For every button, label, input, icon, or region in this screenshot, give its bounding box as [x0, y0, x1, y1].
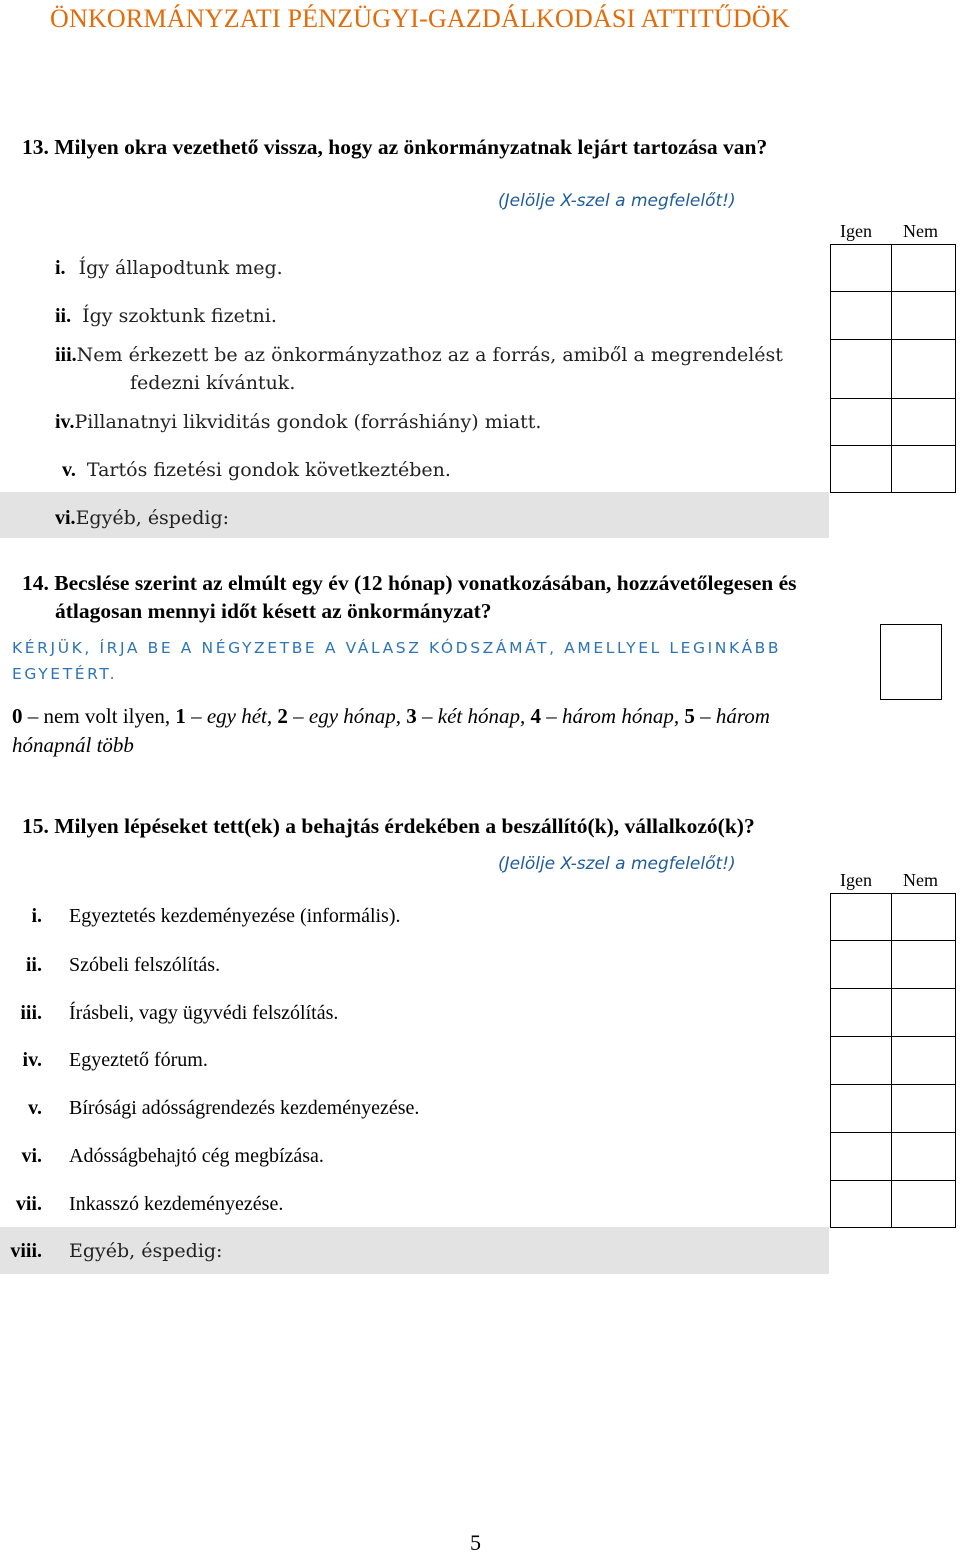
q15-option-number: viii.: [10, 1240, 42, 1262]
page-number: 5: [470, 1530, 481, 1555]
q15-option-number: i.: [31, 905, 42, 927]
scale-label: három hónap,: [562, 704, 680, 728]
q15-no-checkbox[interactable]: [892, 1085, 956, 1133]
q15-option-label: Egyéb, éspedig:: [69, 1240, 223, 1262]
q15-option-label: Egyeztető fórum.: [69, 1049, 208, 1071]
scale-label: nem volt ilyen,: [43, 704, 171, 728]
scale-code: 4: [530, 704, 542, 728]
q15-no-checkbox[interactable]: [892, 941, 956, 989]
q15-yes-checkbox[interactable]: [831, 941, 892, 989]
q14-code-input-box[interactable]: [880, 624, 942, 700]
q13-title: 13. Milyen okra vezethető vissza, hogy az önkormányzatnak lejárt tartozása van?: [22, 135, 768, 159]
q13-option-label: Így állapodtunk meg.: [78, 257, 283, 279]
q15-option-label: Egyeztetés kezdeményezése (informális).: [69, 905, 401, 927]
q15-col-no: Nem: [903, 870, 938, 890]
q15-option-iv: [0, 1046, 208, 1074]
q13-option-iv: [55, 408, 541, 436]
q15-col-yes: Igen: [840, 870, 872, 890]
scale-label: egy hét,: [206, 704, 273, 728]
q15-option-label: Bírósági adósságrendezés kezdeményezése.: [69, 1097, 420, 1119]
scale-label: egy hónap,: [308, 704, 402, 728]
q15-no-checkbox[interactable]: [892, 1037, 956, 1085]
q15-yes-checkbox[interactable]: [831, 1181, 892, 1228]
q13-option-number: vi.: [55, 507, 76, 529]
q15-yes-checkbox[interactable]: [831, 989, 892, 1037]
q15-option-number: iii.: [20, 1002, 42, 1024]
q13-option-v: [62, 456, 451, 484]
q13-option-label: Pillanatnyi likviditás gondok (forráshiány) miatt.: [74, 411, 542, 433]
q13-option-number: iv.: [55, 411, 75, 433]
q15-option-number: ii.: [25, 954, 42, 976]
q14-instruction-line1: KÉRJÜK, ÍRJA BE A NÉGYZETBE A VÁLASZ KÓDSZÁMÁT, AMELLYEL LEGINKÁBB: [12, 639, 782, 657]
q15-option-v: [0, 1094, 419, 1122]
q14-title-line1: 14. Becslése szerint az elmúlt egy év (12 hónap) vonatkozásában, hozzávetőlegesen és: [22, 571, 797, 595]
scale-code: 1: [175, 704, 186, 728]
q15-option-number: vii.: [15, 1193, 42, 1215]
q15-option-vii: [0, 1190, 283, 1218]
scale-code: 5: [684, 704, 695, 728]
q15-hint: (Jelölje X-szel a megfelelőt!): [498, 854, 736, 874]
scale-code: 3: [406, 704, 417, 728]
scale-label: hónapnál több: [12, 733, 134, 757]
q15-option-iii: [0, 999, 338, 1027]
q14-scale-line1: 0 – nem volt ilyen, 1 – egy hét, 2 – egy hónap, 3 – két hónap, 4 – három hónap, 5 – három: [12, 704, 770, 728]
q15-title: 15. Milyen lépéseket tett(ek) a behajtás érdekében a beszállító(k), vállalkozó(k)?: [22, 814, 755, 838]
q13-no-checkbox[interactable]: [892, 446, 956, 493]
q15-option-label: Inkasszó kezdeményezése.: [69, 1193, 284, 1215]
q13-yes-checkbox[interactable]: [831, 292, 892, 340]
q15-no-checkbox[interactable]: [892, 894, 956, 941]
q13-option-number: v.: [62, 459, 76, 481]
scale-label: három: [715, 704, 770, 728]
scale-code: 2: [277, 704, 288, 728]
q15-no-checkbox[interactable]: [892, 989, 956, 1037]
q13-no-checkbox[interactable]: [892, 399, 956, 446]
q15-yes-checkbox[interactable]: [831, 1037, 892, 1085]
q13-hint: (Jelölje X-szel a megfelelőt!): [498, 191, 736, 211]
q15-yes-checkbox[interactable]: [831, 1085, 892, 1133]
q15-option-viii: [0, 1237, 222, 1265]
q13-yes-checkbox[interactable]: [831, 399, 892, 446]
q13-col-yes: Igen: [840, 221, 872, 241]
q13-option-number: iii.: [55, 344, 77, 366]
q14-instruction-line2: EGYETÉRT.: [12, 665, 118, 683]
q13-yes-checkbox[interactable]: [831, 340, 892, 399]
q13-answer-grid: [830, 244, 956, 493]
q13-yes-checkbox[interactable]: [831, 245, 892, 292]
q13-option-label: Nem érkezett be az önkormányzathoz az a forrás, amiből a megrendelést: [76, 344, 783, 366]
q14-scale-line2: [12, 730, 134, 760]
q15-option-number: iv.: [22, 1049, 42, 1071]
q13-option-iii-continuation: fedezni kívántuk.: [130, 372, 296, 394]
q13-option-i: [55, 254, 283, 282]
q15-no-checkbox[interactable]: [892, 1181, 956, 1228]
scale-label: két hónap,: [437, 704, 526, 728]
q15-option-number: vi.: [21, 1145, 42, 1167]
q13-option-label: Így szoktunk fizetni.: [82, 305, 277, 327]
q13-no-checkbox[interactable]: [892, 245, 956, 292]
q14-title-line2: átlagosan mennyi időt késett az önkormányzat?: [55, 599, 492, 623]
q13-option-vi: [55, 504, 229, 532]
q15-option-vi: [0, 1142, 324, 1170]
q15-answer-grid: [830, 893, 956, 1228]
q15-option-label: Írásbeli, vagy ügyvédi felszólítás.: [69, 1002, 339, 1024]
q13-option-ii: [55, 302, 277, 330]
q15-no-checkbox[interactable]: [892, 1133, 956, 1181]
q13-option-label: Egyéb, éspedig:: [75, 507, 230, 529]
q15-yes-checkbox[interactable]: [831, 894, 892, 941]
q15-option-ii: [0, 951, 220, 979]
document-header-title: ÖNKORMÁNYZATI PÉNZÜGYI-GAZDÁLKODÁSI ATTITŰDÖK: [50, 4, 790, 33]
q13-option-iii: [55, 341, 783, 369]
q13-option-number: ii.: [55, 305, 72, 327]
q13-no-checkbox[interactable]: [892, 340, 956, 399]
q15-option-number: v.: [28, 1097, 42, 1119]
q13-yes-checkbox[interactable]: [831, 446, 892, 493]
q15-option-i: [0, 902, 401, 930]
q13-option-label: Tartós fizetési gondok következtében.: [86, 459, 451, 481]
scale-code: 0: [12, 704, 23, 728]
q15-yes-checkbox[interactable]: [831, 1133, 892, 1181]
q13-option-number: i.: [55, 257, 66, 279]
q15-option-label: Adósságbehajtó cég megbízása.: [69, 1145, 324, 1167]
q15-option-label: Szóbeli felszólítás.: [69, 954, 221, 976]
q13-col-no: Nem: [903, 221, 938, 241]
q13-no-checkbox[interactable]: [892, 292, 956, 340]
